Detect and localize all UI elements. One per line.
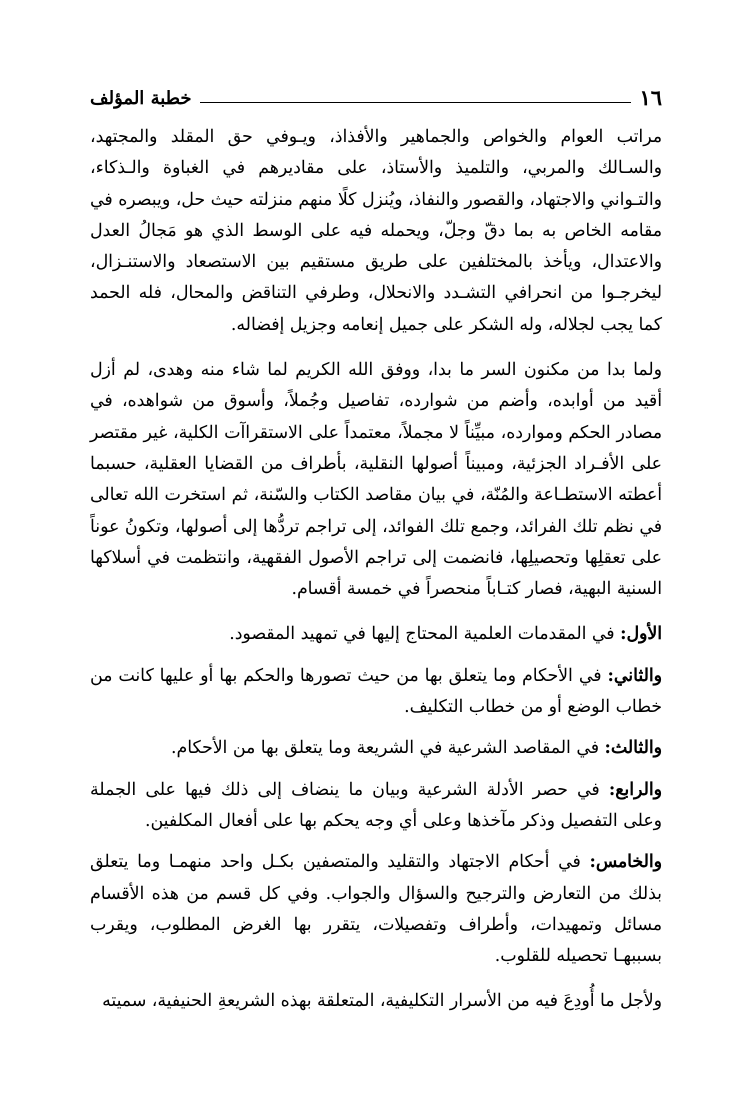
paragraph-final: ولأجل ما أُودِعَ فيه من الأسرار التكليفية، المتعلقة بهذه الشريعةِ الحنيفية، سميته [102,991,662,1012]
section-label: والثاني: [607,665,662,686]
header-rule [200,102,632,103]
section-label: والرابع: [608,779,662,800]
running-head: خطبة المؤلف [90,88,192,109]
page-number: ١٦ [639,85,662,110]
section-label: والثالث: [604,738,662,759]
section-label: والخامس: [589,852,662,873]
paragraph-method: ولما بدا من مكنون السر ما بدا، ووفق الله الكريم لما شاء منه وهدى، لم أزل أقيد من أوابده، وأضم من شوارده، تفاصيل وجُملاً، وأسوق من شواهده، في مصادر الحكم وموارده، مبيِّناً لا مجملاً، معتمداً على الاستقراآت الكلية، غير مقتصر على الأفـراد الجزئية، ومبيناً أصولها النقلية، بأطراف من القضايا العقلية، حسبما أعطته الاستطـاعة والمُنّة، في بيان مقاصد الكتاب والسّنة، ثم استخرت الله تعالى في نظم تلك الفرائد، وجمع تلك الفوائد، إلى تراجم تردُّها إلى أصولها، وتكونُ عوناً على تعقلِها وتحصيلِها، فانضمت إلى تراجم الأصول الفقهية، وانتظمت في أسلاكها السنية البهية، فصار كتـاباً منحصراً في خمسة أقسام. [90,360,662,600]
page-header [90,82,662,108]
section-text: في المقدمات العلمية المحتاج إليها في تمهيد المقصود. [229,624,621,645]
section-label: الأول: [620,624,662,645]
section-item-3 [90,733,662,764]
section-text: في أحكام الاجتهاد والتقليد والمتصفين بكـل واحد منهمـا وما يتعلق بذلك من التعارض والترجيح والسؤال والجواب. وفي كل قسم من هذه الأقسام مسائل وتمهيدات، وأطراف وتفصيلات، يتقرر بها الغرض المطلوب، ويقرب بسببهـا تحصيله للقلوب. [90,852,662,967]
section-item-1 [90,619,662,650]
section-text: في حصر الأدلة الشرعية وبيان ما ينضاف إلى ذلك فيها على الجملة وعلى التفصيل وذكر مآخذها وعلى أي وجه يحكم بها على أفعال المكلفين. [90,779,662,831]
section-item-2 [90,661,662,724]
section-text: في الأحكام وما يتعلق بها من حيث تصورها والحكم بها أو عليها كانت من خطاب الوضع أو من خطاب التكليف. [90,665,662,718]
paragraph-intro: مراتب العوام والخواص والجماهير والأفذاذ، ويـوفي حق المقلد والمجتهد، والسـالك والمربي، والتلميذ والأستاذ، على مقاديرهم في الغباوة والـذكاء، والتـواني والاجتهاد، والقصور والنفاذ، ويُنزل كلًا منهم منزلته حيث حل، ويبصره في مقامه الخاص به بما دقّ وجلّ، ويحمله فيه على الوسط الذي هو مَجالُ العدل والاعتدال، ويأخذ بالمختلفين على طريق مستقيم بين الاستصعاد والاستنـزال، ليخرجـوا من انحرافي التشـدد والانحلال، وطرفي التناقض والمحال، فله الحمد كما يجب لجلاله، وله الشكر على جميل إنعامه وجزيل إفضاله. [90,127,662,335]
body-text [90,122,662,1018]
section-item-4 [90,775,662,838]
section-text: في المقاصد الشرعية في الشريعة وما يتعلق بها من الأحكام. [171,738,605,759]
section-item-5 [90,847,662,972]
